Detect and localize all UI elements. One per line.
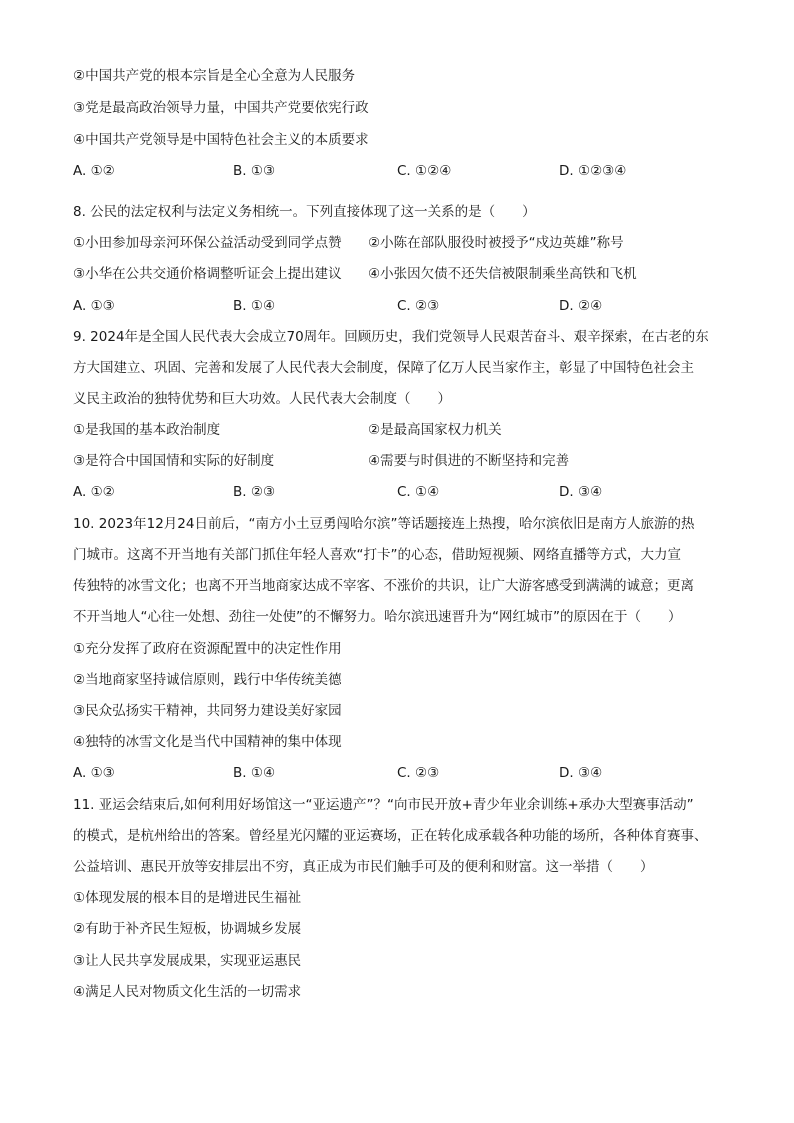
q9-option-c: C. ①④ xyxy=(397,484,440,500)
q10-stem-line-4: 不开当地人“心往一处想、劲往一处使”的不懈努力。哈尔滨迅速晋升为“网红城市”的原因在于（ ） xyxy=(73,609,682,625)
q8-options xyxy=(73,297,733,315)
q9-statement-3: ③是符合中国国情和实际的好制度 xyxy=(73,453,275,469)
q9-stem-line-1: 9. 2024年是全国人民代表大会成立70周年。回顾历史，我们党领导人民艰苦奋斗、艰辛探索，在古老的东 xyxy=(73,329,709,345)
q10-option-c: C. ②③ xyxy=(397,765,440,781)
q10-stem-line-2: 门城市。这离不开当地有关部门抓住年轻人喜欢“打卡”的心态，借助短视频、网络直播等方式，大力宣 xyxy=(73,547,681,563)
q9-options xyxy=(73,483,733,501)
q9-statement-1: ①是我国的基本政治制度 xyxy=(73,422,221,438)
q11-statement-4: ④满足人民对物质文化生活的一切需求 xyxy=(73,984,302,1000)
q11-statement-3: ③让人民共享发展成果，实现亚运惠民 xyxy=(73,953,302,969)
q9-statement-4: ④需要与时俱进的不断坚持和完善 xyxy=(368,453,570,469)
q8-stem: 8. 公民的法定权利与法定义务相统一。下列直接体现了这一关系的是（ ） xyxy=(73,204,536,220)
q8-statement-2: ②小陈在部队服役时被授予“戍边英雄”称号 xyxy=(368,235,624,251)
q8-row-1 xyxy=(73,234,733,252)
q8-option-b: B. ①④ xyxy=(233,298,276,314)
q7-option-d: D. ①②③④ xyxy=(559,163,627,179)
q8-statement-3: ③小华在公共交通价格调整听证会上提出建议 xyxy=(73,266,342,282)
q9-option-b: B. ②③ xyxy=(233,484,276,500)
q8-option-c: C. ②③ xyxy=(397,298,440,314)
q10-option-a: A. ①③ xyxy=(73,765,115,781)
q7-options xyxy=(73,162,733,180)
q9-stem-line-3: 义民主政治的独特优势和巨大功效。人民代表大会制度（ ） xyxy=(73,391,451,407)
q10-statement-3: ③民众弘扬实干精神，共同努力建设美好家园 xyxy=(73,703,342,719)
q10-statement-4: ④独特的冰雪文化是当代中国精神的集中体现 xyxy=(73,734,342,750)
q10-stem-line-1: 10. 2023年12月24日前后，“南方小土豆勇闯哈尔滨”等话题接连上热搜，哈尔滨依旧是南方人旅游的热 xyxy=(73,516,695,532)
q10-option-b: B. ①④ xyxy=(233,765,276,781)
q7-option-a: A. ①② xyxy=(73,163,115,179)
q11-statement-2: ②有助于补齐民生短板，协调城乡发展 xyxy=(73,921,302,937)
q10-option-d: D. ③④ xyxy=(559,765,603,781)
q9-row-2 xyxy=(73,452,733,470)
q8-statement-4: ④小张因欠债不还失信被限制乘坐高铁和飞机 xyxy=(368,266,637,282)
q8-row-2 xyxy=(73,265,733,283)
q8-option-a: A. ①③ xyxy=(73,298,115,314)
q7-statement-2: ②中国共产党的根本宗旨是全心全意为人民服务 xyxy=(73,68,356,84)
q9-statement-2: ②是最高国家权力机关 xyxy=(368,422,502,438)
q7-statement-3: ③党是最高政治领导力量，中国共产党要依宪行政 xyxy=(73,100,369,116)
q8-option-d: D. ②④ xyxy=(559,298,603,314)
q8-statement-1: ①小田参加母亲河环保公益活动受到同学点赞 xyxy=(73,235,342,251)
q9-row-1 xyxy=(73,421,733,439)
q10-options xyxy=(73,764,733,782)
q9-option-d: D. ③④ xyxy=(559,484,603,500)
q10-statement-1: ①充分发挥了政府在资源配置中的决定性作用 xyxy=(73,641,342,657)
q10-stem-line-3: 传独特的冰雪文化；也离不开当地商家达成不宰客、不涨价的共识，让广大游客感受到满满的诚意；更离 xyxy=(73,578,694,594)
q9-option-a: A. ①② xyxy=(73,484,115,500)
q11-stem-line-3: 公益培训、惠民开放等安排层出不穷，真正成为市民们触手可及的便利和财富。这一举措（ ） xyxy=(73,859,654,875)
q7-option-b: B. ①③ xyxy=(233,163,276,179)
q7-option-c: C. ①②④ xyxy=(397,163,452,179)
q11-stem-line-2: 的模式，是杭州给出的答案。曾经星光闪耀的亚运赛场，正在转化成承载各种功能的场所，各种体育赛事、 xyxy=(73,828,708,844)
q7-statement-4: ④中国共产党领导是中国特色社会主义的本质要求 xyxy=(73,132,369,148)
q11-statement-1: ①体现发展的根本目的是增进民生福祉 xyxy=(73,890,302,906)
q10-statement-2: ②当地商家坚持诚信原则，践行中华传统美德 xyxy=(73,672,342,688)
q9-stem-line-2: 方大国建立、巩固、完善和发展了人民代表大会制度，保障了亿万人民当家作主，彰显了中国特色社会主 xyxy=(73,360,694,376)
q11-stem-line-1: 11. 亚运会结束后,如何利用好场馆这一“亚运遗产”？“向市民开放+青少年业余训练+承办大型赛事活动” xyxy=(73,797,694,813)
